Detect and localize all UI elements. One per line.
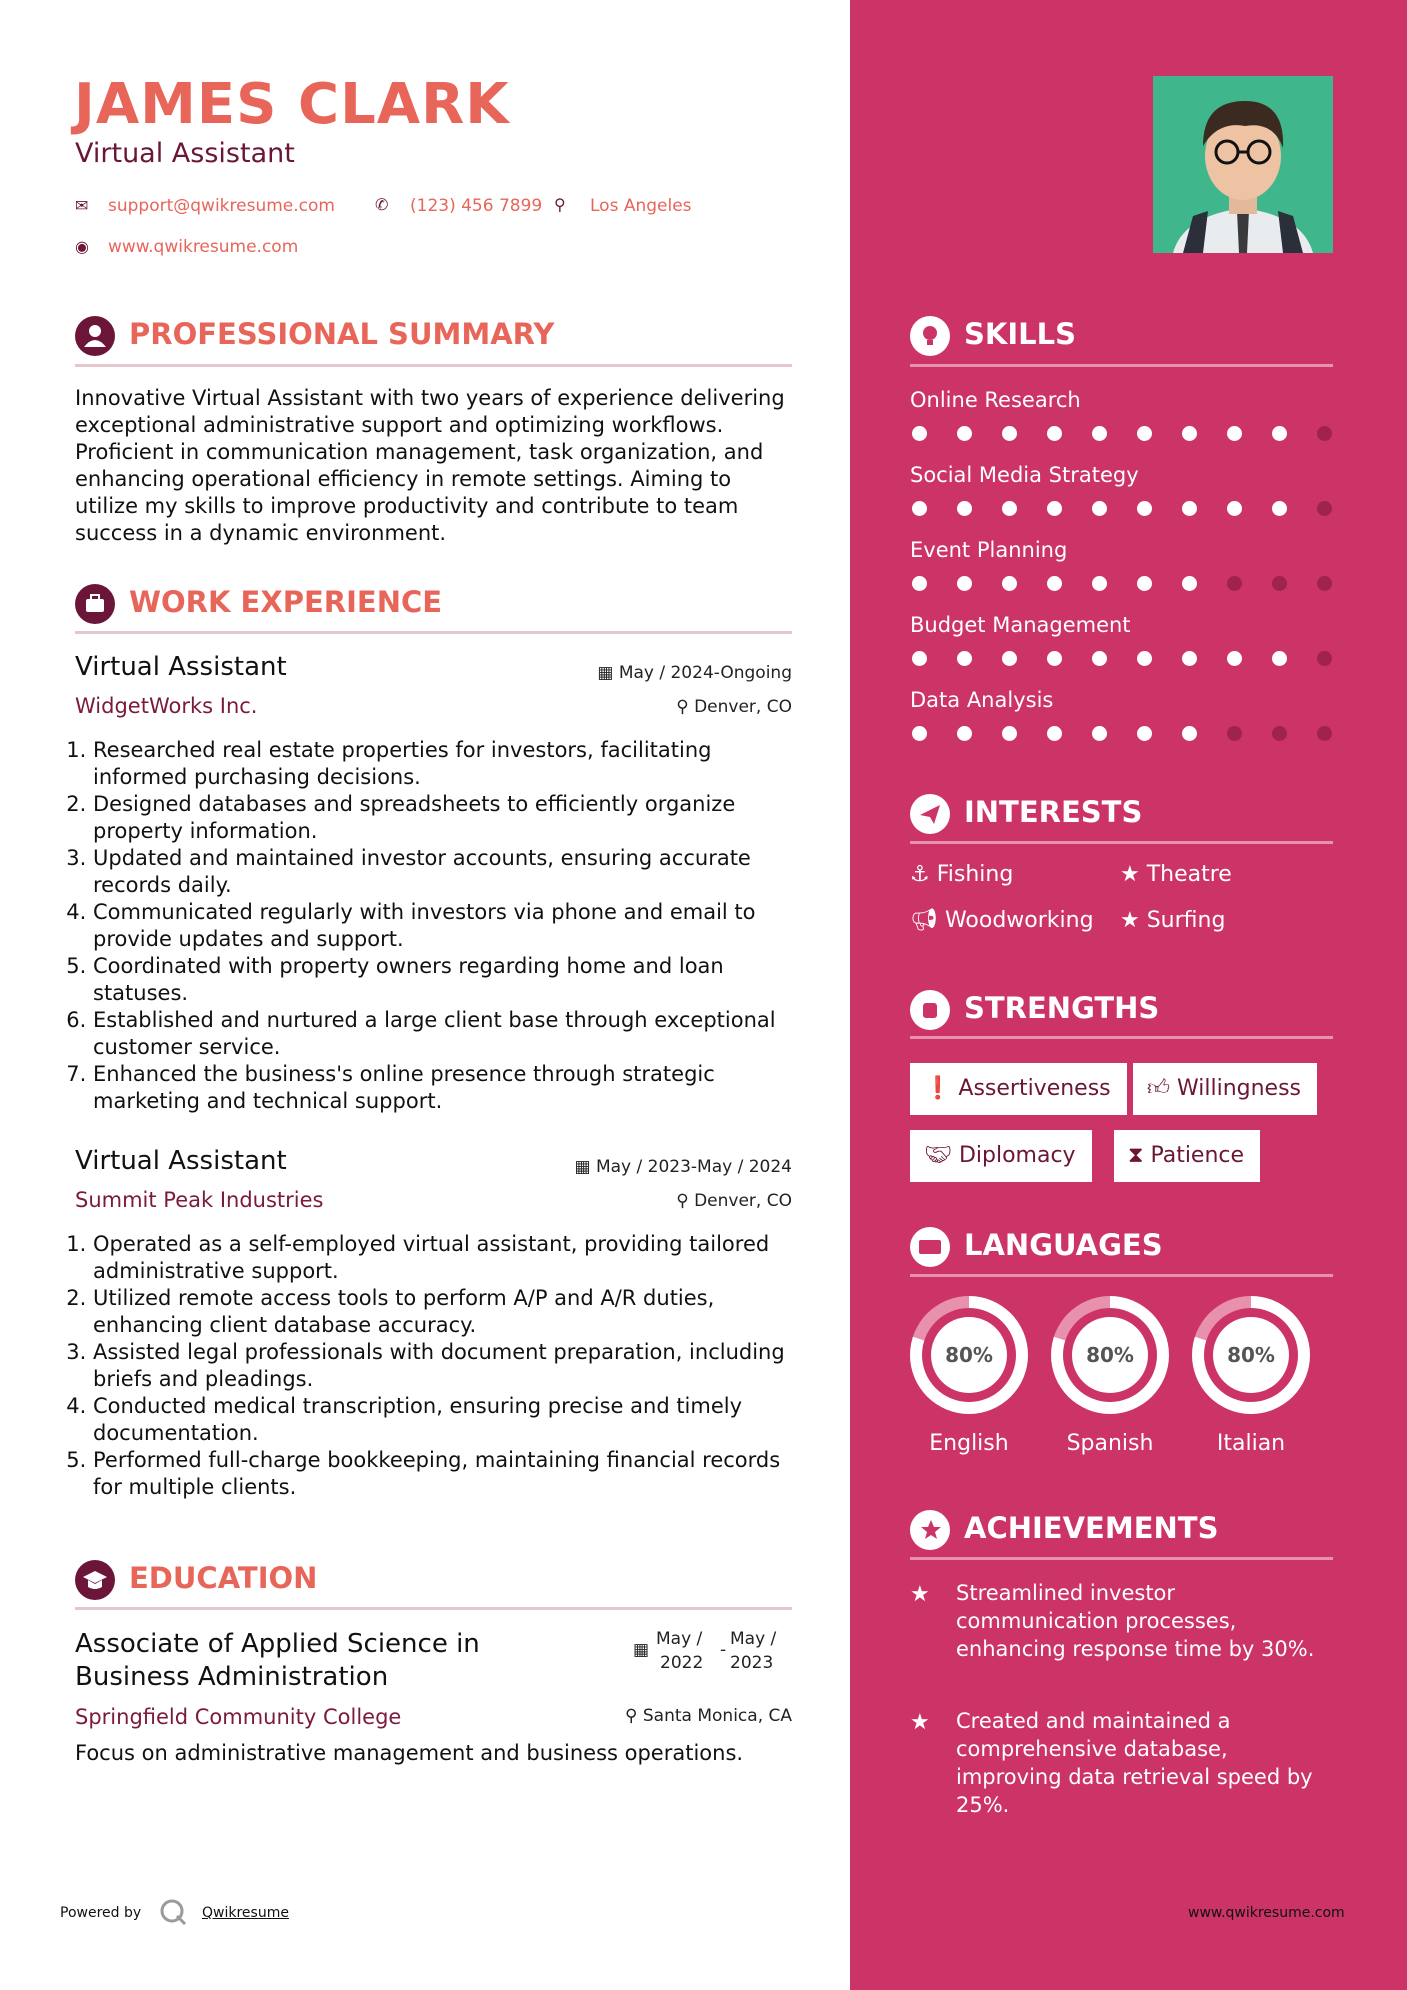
rating-dot-filled: [1272, 501, 1287, 516]
summary-heading: PROFESSIONAL SUMMARY: [129, 317, 555, 351]
calendar-icon: ▦: [574, 1157, 596, 1177]
exclamation-icon: ❗: [924, 1076, 959, 1101]
skills-heading: SKILLS: [964, 317, 1076, 351]
list-item: 4. Communicated regularly with investors via phone and email to provide updates and support.: [93, 899, 808, 953]
rating-dot-filled: [1092, 426, 1107, 441]
rating-dot-filled: [957, 501, 972, 516]
rating-dot-filled: [1182, 426, 1197, 441]
shooting-star-icon: ★: [910, 1582, 930, 1607]
job-2-dates-text: May / 2023-May / 2024: [595, 1157, 792, 1177]
rating-dot-filled: [1002, 651, 1017, 666]
profile-photo: [1153, 76, 1333, 253]
phone-icon: ✆: [375, 195, 389, 214]
achievement-2: Created and maintained a comprehensive database, improving data retrieval speed by 25%.: [956, 1709, 1313, 1817]
rating-dot-filled: [1002, 726, 1017, 741]
rating-dot-filled: [1227, 651, 1242, 666]
candidate-title: Virtual Assistant: [75, 138, 295, 169]
language-icon: [910, 1227, 950, 1267]
envelope-icon: ✉: [75, 196, 89, 215]
interest-surfing: [1120, 908, 1225, 933]
megaphone-icon: 📢︎: [910, 908, 945, 933]
list-item: 3. Assisted legal professionals with document preparation, including briefs and pleadings.: [93, 1339, 808, 1393]
rating-dot-empty: [1317, 576, 1332, 591]
strength-diplomacy-label: Diplomacy: [958, 1143, 1076, 1168]
skill-rating: [912, 501, 1332, 516]
rating-dot-filled: [1047, 726, 1062, 741]
rating-dot-empty: [1272, 726, 1287, 741]
job-1-title: Virtual Assistant: [75, 652, 287, 682]
rating-dot-filled: [1002, 426, 1017, 441]
rating-dot-filled: [1092, 576, 1107, 591]
rating-dot-filled: [1002, 576, 1017, 591]
skills-divider: [910, 364, 1333, 367]
graduation-icon: [75, 1560, 115, 1600]
website-link[interactable]: www.qwikresume.com: [108, 237, 299, 257]
interests-heading: INTERESTS: [964, 795, 1143, 829]
skill-name: Event Planning: [910, 538, 1068, 562]
edu-location: [562, 1706, 792, 1726]
interest-theatre: [1120, 862, 1232, 887]
paper-plane-icon: [910, 794, 950, 834]
achievements-heading: ACHIEVEMENTS: [964, 1511, 1219, 1545]
star-icon: ★: [1120, 908, 1147, 933]
edu-date-separator: -: [720, 1640, 727, 1660]
strength-patience-label: Patience: [1150, 1143, 1245, 1168]
languages-heading: LANGUAGES: [964, 1228, 1163, 1262]
rating-dot-filled: [912, 726, 927, 741]
rating-dot-filled: [912, 501, 927, 516]
job-2-dates: [542, 1157, 792, 1177]
handshake-icon: 🤝︎: [924, 1143, 959, 1168]
spanish-percent: 80%: [1072, 1317, 1148, 1393]
education-divider: [75, 1607, 792, 1610]
rating-dot-filled: [1092, 651, 1107, 666]
rating-dot-filled: [1182, 651, 1197, 666]
pin-icon: ⚲: [676, 697, 695, 717]
phone-text: (123) 456 7899: [410, 196, 543, 216]
list-item: 6. Established and nurtured a large client base through exceptional customer service.: [93, 1007, 808, 1061]
strength-willingness: [1133, 1063, 1317, 1115]
list-item: 2. Designed databases and spreadsheets to efficiently organize property information.: [93, 791, 808, 845]
summary-divider: [75, 364, 792, 367]
job-2-company: Summit Peak Industries: [75, 1188, 324, 1212]
rating-dot-filled: [1137, 576, 1152, 591]
strength-assertiveness: [910, 1063, 1127, 1115]
rating-dot-empty: [1317, 426, 1332, 441]
rating-dot-filled: [957, 576, 972, 591]
rating-dot-filled: [1272, 651, 1287, 666]
skill-name: Data Analysis: [910, 688, 1054, 712]
skill-name: Budget Management: [910, 613, 1131, 637]
interest-fishing: [910, 862, 1013, 887]
summary-text: Innovative Virtual Assistant with two years of experience delivering exceptional administrative support and optimizing workflows. Proficient in communication management, task organization, and enhancing operational efficiency in remote settings. Aiming to utilize my skills to improve productivity and contribute to team success in a dynamic environment.: [75, 386, 785, 545]
rating-dot-filled: [957, 426, 972, 441]
edu-end-2: 2023: [730, 1653, 774, 1673]
interest-theatre-label: Theatre: [1146, 862, 1232, 887]
italian-percent: 80%: [1213, 1317, 1289, 1393]
rating-dot-filled: [1227, 426, 1242, 441]
interest-fishing-label: Fishing: [936, 862, 1014, 887]
degree-line-2: Business Administration: [75, 1662, 389, 1692]
skill-rating: [912, 651, 1332, 666]
rating-dot-filled: [1047, 501, 1062, 516]
list-item: 2. Utilized remote access tools to perform A/P and A/R duties, enhancing client database accuracy.: [93, 1285, 808, 1339]
rating-dot-filled: [1002, 501, 1017, 516]
rating-dot-filled: [1182, 576, 1197, 591]
candidate-name: JAMES CLARK: [74, 72, 510, 137]
list-item: 7. Enhanced the business's online presence through strategic marketing and technical support.: [93, 1061, 808, 1115]
skill-rating: [912, 576, 1332, 591]
list-item: 4. Conducted medical transcription, ensuring precise and timely documentation.: [93, 1393, 808, 1447]
skill-name: Online Research: [910, 388, 1081, 412]
job-1-location-text: Denver, CO: [694, 697, 792, 717]
strengths-divider: [910, 1036, 1333, 1039]
shooting-star-icon: ★: [910, 1710, 930, 1735]
rating-dot-filled: [1182, 501, 1197, 516]
rating-dot-filled: [912, 426, 927, 441]
rating-dot-filled: [1047, 576, 1062, 591]
rating-dot-filled: [957, 726, 972, 741]
calendar-icon: ▦: [597, 663, 619, 683]
thumbs-up-icon: 👍︎: [1147, 1076, 1177, 1101]
interests-divider: [910, 841, 1333, 844]
school-name: Springfield Community College: [75, 1705, 402, 1729]
rating-dot-filled: [1272, 426, 1287, 441]
rating-dot-filled: [957, 651, 972, 666]
rating-dot-filled: [1047, 426, 1062, 441]
list-item: 1. Researched real estate properties for investors, facilitating informed purchasing decisions.: [93, 737, 808, 791]
education-heading: EDUCATION: [129, 1561, 318, 1595]
pin-icon: ⚲: [676, 1191, 695, 1211]
job-2-title: Virtual Assistant: [75, 1146, 287, 1176]
calendar-icon: ▦: [633, 1640, 650, 1660]
strength-assertiveness-label: Assertiveness: [958, 1076, 1111, 1101]
rating-dot-filled: [1227, 501, 1242, 516]
skill-rating: [912, 426, 1332, 441]
interest-woodworking-label: Woodworking: [944, 908, 1094, 933]
anchor-icon: ⚓: [910, 862, 937, 887]
location-pin-icon: ⚲: [554, 195, 566, 214]
interest-woodworking: [910, 908, 1094, 933]
rating-dot-filled: [1137, 651, 1152, 666]
job-1-company: WidgetWorks Inc.: [75, 694, 258, 718]
job-1-duties: [75, 737, 808, 1115]
edu-end-1: May /: [730, 1629, 777, 1649]
degree-line-1: Associate of Applied Science in: [75, 1629, 480, 1659]
achievement-1: Streamlined investor communication processes, enhancing response time by 30%.: [956, 1581, 1315, 1661]
fist-icon: [910, 990, 950, 1030]
rating-dot-filled: [1092, 726, 1107, 741]
languages-divider: [910, 1274, 1333, 1277]
rating-dot-empty: [1272, 576, 1287, 591]
globe-icon: ◉: [75, 237, 89, 256]
hourglass-icon: ⧗: [1128, 1143, 1151, 1168]
location-text: Los Angeles: [590, 196, 692, 216]
rating-dot-filled: [1092, 501, 1107, 516]
list-item: 5. Coordinated with property owners regarding home and loan statuses.: [93, 953, 808, 1007]
job-1-dates-text: May / 2024-Ongoing: [618, 663, 792, 683]
rating-dot-filled: [912, 576, 927, 591]
strength-patience: [1114, 1130, 1260, 1182]
experience-heading: WORK EXPERIENCE: [129, 585, 443, 619]
job-2-location: [582, 1191, 792, 1211]
list-item: 1. Operated as a self-employed virtual assistant, providing tailored administrative support.: [93, 1231, 808, 1285]
job-2-duties: [75, 1231, 808, 1501]
edu-location-text: Santa Monica, CA: [642, 1706, 792, 1726]
list-item: 5. Performed full-charge bookkeeping, maintaining financial records for multiple clients.: [93, 1447, 808, 1501]
briefcase-icon: [75, 584, 115, 624]
edu-description: Focus on administrative management and business operations.: [75, 1741, 744, 1765]
footer-website[interactable]: www.qwikresume.com: [1188, 1905, 1345, 1921]
qwikresume-logo-icon: [158, 1897, 188, 1927]
interest-surfing-label: Surfing: [1146, 908, 1226, 933]
rating-dot-filled: [1137, 501, 1152, 516]
language-ring-spanish: [1051, 1296, 1169, 1414]
language-english: English: [929, 1431, 1009, 1456]
rating-dot-empty: [1227, 726, 1242, 741]
lightbulb-icon: [910, 316, 950, 356]
job-2-location-text: Denver, CO: [694, 1191, 792, 1211]
strength-willingness-label: Willingness: [1176, 1076, 1302, 1101]
rating-dot-empty: [1317, 726, 1332, 741]
star-icon: ★: [1120, 862, 1147, 887]
language-italian: Italian: [1216, 1431, 1286, 1456]
skill-name: Social Media Strategy: [910, 463, 1139, 487]
strength-diplomacy: [910, 1130, 1092, 1182]
award-star-icon: [910, 1510, 950, 1550]
achievements-divider: [910, 1557, 1333, 1560]
rating-dot-filled: [1137, 426, 1152, 441]
powered-by-label: Powered by: [60, 1905, 142, 1921]
rating-dot-empty: [1227, 576, 1242, 591]
email-link[interactable]: support@qwikresume.com: [108, 196, 335, 216]
english-percent: 80%: [931, 1317, 1007, 1393]
edu-start-2: 2022: [660, 1653, 704, 1673]
qwikresume-link[interactable]: Qwikresume: [202, 1905, 289, 1921]
edu-start-1: May /: [656, 1629, 703, 1649]
rating-dot-filled: [1182, 726, 1197, 741]
list-item: 3. Updated and maintained investor accounts, ensuring accurate records daily.: [93, 845, 808, 899]
job-1-location: [582, 697, 792, 717]
language-ring-italian: [1192, 1296, 1310, 1414]
strengths-heading: STRENGTHS: [964, 991, 1160, 1025]
language-ring-english: [910, 1296, 1028, 1414]
user-icon: [75, 316, 115, 356]
rating-dot-filled: [1047, 651, 1062, 666]
language-spanish: Spanish: [1066, 1431, 1154, 1456]
rating-dot-empty: [1317, 651, 1332, 666]
job-1-dates: [582, 663, 792, 683]
rating-dot-filled: [912, 651, 927, 666]
pin-icon: ⚲: [625, 1706, 643, 1726]
experience-divider: [75, 631, 792, 634]
skill-rating: [912, 726, 1332, 741]
rating-dot-filled: [1137, 726, 1152, 741]
rating-dot-empty: [1317, 501, 1332, 516]
